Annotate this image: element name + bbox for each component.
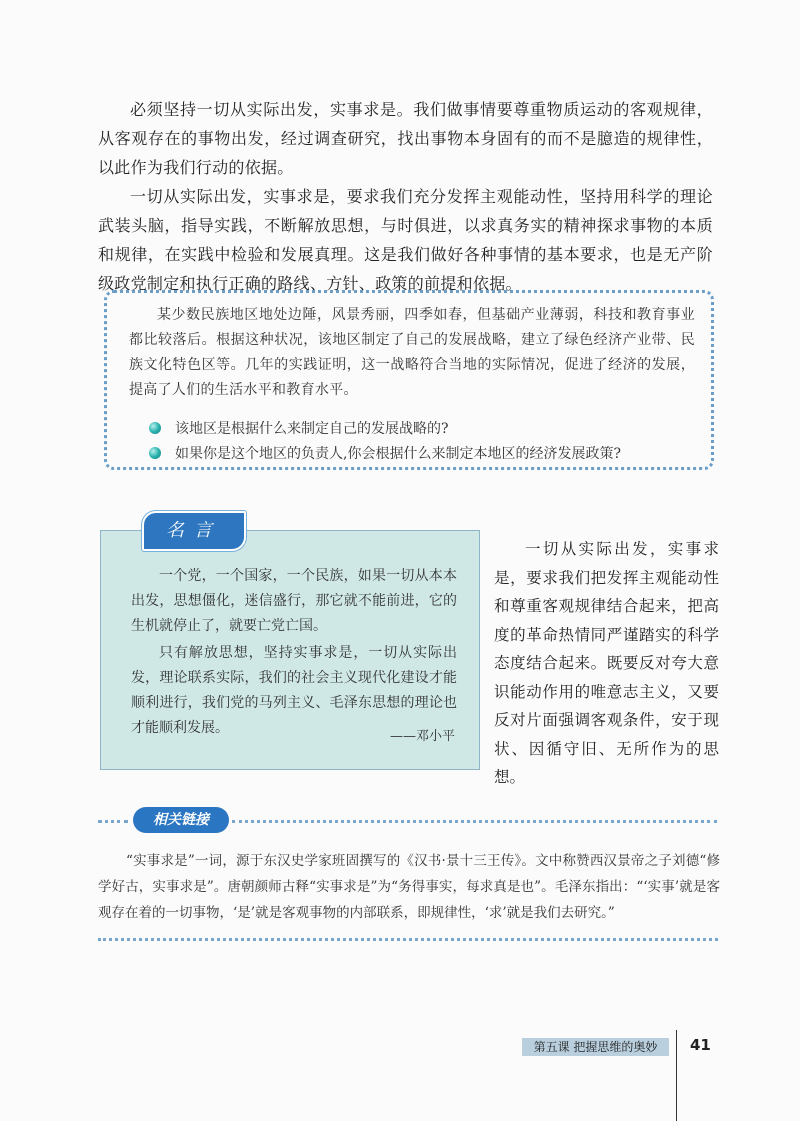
page-number: 41	[690, 1036, 711, 1054]
question-item	[149, 443, 621, 463]
dotted-divider	[232, 820, 717, 823]
bullet-icon	[149, 447, 161, 459]
case-study-box	[104, 290, 714, 470]
famous-quote-box	[100, 530, 480, 770]
bullet-icon	[149, 422, 161, 434]
quote-paragraph-1: 一个党，一个国家，一个民族，如果一切从本本出发，思想僵化，迷信盛行，那它就不能前进，它的生机就停止了，就要亡党亡国。	[131, 568, 457, 634]
quote-tab-label: 名言	[142, 511, 246, 551]
question-text: 如果你是这个地区的负责人,你会根据什么来制定本地区的经济发展政策?	[175, 446, 621, 462]
dotted-divider	[98, 820, 128, 823]
side-paragraph: 一切从实际出发，实事求是，要求我们把发挥主观能动性和尊重客观规律结合起来，把高度的革命热情同严谨踏实的科学态度结合起来。既要反对夸大意识能动作用的唯意志主义，又要反对片面强调客观条件，安于现状、因循守旧、无所作为的思想。	[494, 540, 719, 786]
related-link-text: “实事求是”一词，源于东汉史学家班固撰写的《汉书·景十三王传》。文中称赞西汉景帝之子刘德“修学好古，实事求是”。唐朝颜师古释“实事求是”为“务得事实，每求真是也”。毛泽东指出：“‘实事’就是客观存在着的一切事物，‘是’就是客观事物的内部联系，即规律性，‘求’就是我们去研究。”	[98, 853, 720, 921]
body-paragraph-1: 必须坚持一切从实际出发，实事求是。我们做事情要尊重物质运动的客观规律，从客观存在的事物出发，经过调查研究，找出事物本身固有的而不是臆造的规律性，以此作为我们行动的依据。	[98, 100, 713, 177]
dotted-divider	[98, 938, 718, 941]
question-text: 该地区是根据什么来制定自己的发展战略的?	[175, 421, 449, 437]
quote-paragraph-2: 只有解放思想，坚持实事求是，一切从实际出发，理论联系实际，我们的社会主义现代化建设才能顺利进行，我们党的马列主义、毛泽东思想的理论也才能顺利发展。	[131, 645, 457, 736]
question-item	[149, 418, 449, 438]
body-paragraph-2: 一切从实际出发，实事求是，要求我们充分发挥主观能动性，坚持用科学的理论武装头脑，指导实践，不断解放思想，与时俱进，以求真务实的精神探求事物的本质和规律，在实践中检验和发展真理。这是我们做好各种事情的基本要求，也是无产阶级政党制定和执行正确的路线、方针、政策的前提和依据。	[98, 187, 713, 293]
footer-divider	[676, 1030, 677, 1121]
case-study-text: 某少数民族地区地处边陲，风景秀丽，四季如春，但基础产业薄弱，科技和教育事业都比较落后。根据这种状况，该地区制定了自己的发展战略，建立了绿色经济产业带、民族文化特色区等。几年的实践证明，这一战略符合当地的实际情况，促进了经济的发展，提高了人们的生活水平和教育水平。	[129, 307, 695, 398]
lesson-footer-label: 第五课 把握思维的奥妙	[522, 1038, 669, 1056]
quote-author: ——邓小平	[389, 729, 455, 744]
related-link-label: 相关链接	[133, 807, 229, 833]
